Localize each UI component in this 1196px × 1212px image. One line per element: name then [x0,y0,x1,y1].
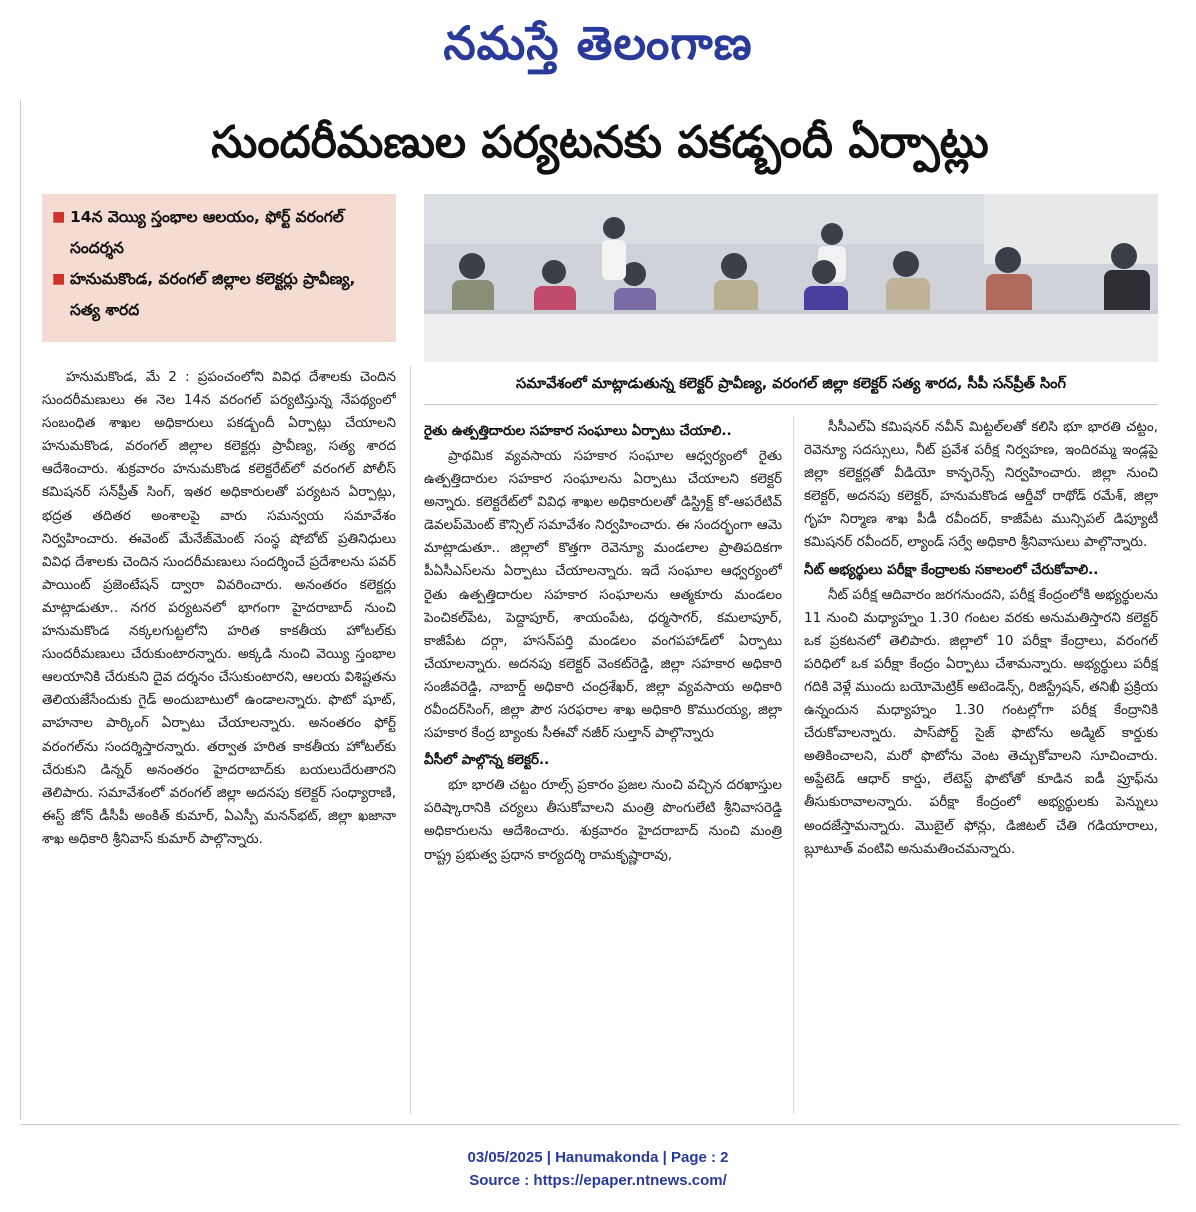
article-paragraph: హనుమకొండ, మే 2 : ప్రపంచంలోని వివిధ దేశాలకు చెందిన సుందరీమణులు ఈ నెల 14న వరంగల్ పర్యటిస్తున్న నేపథ్యంలో సంబంధిత శాఖల అధికారులు పకడ్బందీ ఏర్పాట్లు చేయాలని హనుమకొండ, వరంగల్ జిల్లాల కలెక్టర్లు ప్రావీణ్య, సత్య శారద ఆదేశించారు. శుక్రవారం హనుమకొండ కలెక్టరేట్‌లో వరంగల్ పోలీస్ కమిషనర్ సన్‌ప్రీత్ సింగ్, ఇతర అధికారులతో పర్యటన ఏర్పాట్లు, భద్రత తదితర అంశాలపై వారు సమన్వయ సమావేశం నిర్వహించారు. ఈవెంట్ మేనేజ్‌మెంట్ సంస్థ షోబోట్ ప్రతినిధులు వివిధ దేశాలకు చెందిన సుందరీమణులు సందర్శించే ప్రదేశాలను పవర్ పాయింట్ ప్రజెంటేషన్ ద్వారా వివరించారు. అనంతరం కలెక్టర్లు మాట్లాడుతూ.. నగర పర్యటనలో భాగంగా హైదరాబాద్ నుంచి హనుమకొండ నక్కలగుట్టలోని హరిత కాకతీయ హోటల్‌కు సుందరీమణులు చేరుకుంటారన్నారు. అక్కడి నుంచి వెయ్యి స్తంభాల ఆలయానికి చేరుకుని దైవ దర్శనం చేసుకుంటారని, ఆలయ విశిష్టతను తెలియజేసేందుకు గైడ్ అందుబాటులో ఉండాలన్నారు. ఫొటో షూట్, వాహనాల పార్కింగ్ ఏర్పాటు చేయాలన్నారు. అనంతరం ఫోర్ట్ వరంగల్‌ను సందర్శిస్తారన్నారు. తర్వాత హరిత కాకతీయ హోటల్‌కు చేరుకుని డిన్నర్ అనంతరం హైదరాబాద్‌కు బయలుదేరుతారని తెలిపారు. సమావేశంలో వరంగల్ జిల్లా అదనపు కలెక్టర్ సంధ్యారాణి, ఈస్ట్ జోన్ డీసీపీ అంకిత్ కుమార్, ఏఎస్పీ మనన్‌భట్, జిల్లా ఖజానా శాఖ అధికారి శ్రీనివాస్ కుమార్ పాల్గొన్నారు. [42,369,396,847]
left-border-rule [20,100,21,1120]
highlight-item [52,264,386,326]
bottom-rule [20,1124,1180,1125]
article-paragraph: నీట్ పరీక్ష ఆదివారం జరగనుందని, పరీక్ష కేంద్రంలోకి అభ్యర్థులను 11 నుంచి మధ్యాహ్నం 1.30 గంటల వరకు అనుమతిస్తారని కలెక్టర్ ఒక ప్రకటనలో తెలిపారు. జిల్లాలో 10 పరీక్షా కేంద్రాలు, వరంగల్ పరిధిలో ఒక పరీక్షా కేంద్రం ఏర్పాటు చేశామన్నారు. అభ్యర్థులు పరీక్ష గదికి వెళ్లే ముందు బయోమెట్రిక్ అటెండెన్స్, రిజిస్ట్రేషన్, తనిఖీ ప్రక్రియ ఉన్నందున మధ్యాహ్నం 1.30 గంటల్లోగా పరీక్ష కేంద్రానికి చేరుకోవాలన్నారు. పాస్‌పోర్ట్ సైజ్ ఫొటోను అడ్మిట్ కార్డుకు అతికించాలని, మరో ఫొటోను వెంట తెచ్చుకోవాలని సూచించారు. అప్డేటెడ్ ఆధార్ కార్డు, లేటెస్ట్ ఫొటోతో కూడిన ఐడీ ప్రూఫ్‌ను తీసుకురావాలన్నారు. పరీక్షా కేంద్రంలో అభ్యర్థులకు పెన్నులు అందజేస్తామన్నారు. మొబైల్ ఫోన్లు, డిజిటల్ చేతి గడియారాలు, బ్లూటూత్ వంటివి అనుమతించమన్నారు. [804,586,1158,857]
page-footer [0,1146,1196,1196]
bullet-icon: ■ [52,271,66,287]
subheading: రైతు ఉత్పత్తిదారుల సహకార సంఘాలు ఏర్పాటు చేయాలి.. [424,423,732,439]
highlight-text: హనుమకొండ, వరంగల్ జిల్లాల కలెక్టర్లు ప్రావీణ్య, సత్య శారద [70,270,356,319]
photo-caption: సమావేశంలో మాట్లాడుతున్న కలెక్టర్ ప్రావీణ్య, వరంగల్ జిల్లా కలెక్టర్ సత్య శారద, సీపీ సన్‌ప్రీత్ సింగ్ [424,364,1158,405]
highlight-item [52,202,386,264]
article-column-3 [804,416,1158,1114]
article-column-1 [42,366,396,1114]
bullet-icon: ■ [52,209,66,225]
footer-date-edition: 03/05/2025 | Hanumakonda | Page : 2 [467,1149,729,1166]
meeting-photo [424,194,1158,362]
article-paragraph: భూ భారతి చట్టం రూల్స్ ప్రకారం ప్రజల నుంచి వచ్చిన దరఖాస్తుల పరిష్కారానికి చర్యలు తీసుకోవాలని మంత్రి పొంగులేటి శ్రీనివాసరెడ్డి అధికారులను ఆదేశించారు. శుక్రవారం హైదరాబాద్ నుంచి మంత్రి రాష్ట్ర ప్రభుత్వ ప్రధాన కార్యదర్శి రామకృష్ణారావు, [424,777,782,863]
column-divider [793,416,794,1114]
subheading: నీట్ అభ్యర్థులు పరీక్షా కేంద్రాలకు సకాలంలో చేరుకోవాలి.. [804,561,1099,578]
footer-source: Source : https://epaper.ntnews.com/ [469,1172,727,1189]
article-headline: సుందరీమణుల పర్యటనకు పకడ్బందీ ఏర్పాట్లు [211,117,989,168]
column-divider [410,366,411,1114]
highlight-text: 14న వెయ్యి స్తంభాల ఆలయం, ఫోర్ట్ వరంగల్ సందర్శన [70,208,344,257]
article-paragraph: ప్రాథమిక వ్యవసాయ సహకార సంఘాల ఆధ్వర్యంలో రైతు ఉత్పత్తిదారుల సహకార సంఘాలను ఏర్పాటు చేయాలని కలెక్టర్ అన్నారు. కలెక్టరేట్‌లో వివిధ శాఖల అధికారులతో డిస్ట్రిక్ట్ కో-ఆపరేటివ్ డెవలప్‌మెంట్ కౌన్సిల్ సమావేశం నిర్వహించారు. ఈ సందర్భంగా ఆమె మాట్లాడుతూ.. జిల్లాలో కొత్తగా రెవెన్యూ మండలాల ప్రాతిపదికగా పీఏసీఎస్‌లను ఏర్పాటు చేయాలన్నారు. ఇదే సంఘాల ఆధ్వర్యంలో రైతు ఉత్పత్తిదారుల సహకార సంఘాలను ఆత్మకూరు మండలం పెంచికల్‌పేట, పెద్దాపూర్, శాయంపేట, ధర్మసాగర్, కమలాపూర్, కాజీపేట దర్గా, హసన్‌పర్తి మండలం వంగపహాడ్‌లో ఏర్పాటు చేయాలన్నారు. అదనపు కలెక్టర్ వెంకట్‌రెడ్డి, జిల్లా సహకార అధికారి సంజీవరెడ్డి, నాబార్డ్ అధికారి చంద్రశేఖర్, జిల్లా వ్యవసాయ అధికారి రవీందర్‌సింగ్, జిల్లా పౌర సరఫరాల శాఖ అధికారి కొమురయ్య, జిల్లా సహకార కేంద్ర బ్యాంకు సీఈవో నజీర్ సుల్తాన్ పాల్గొన్నారు [424,448,782,742]
meeting-photo-illustration [424,194,1158,362]
article-column-2 [424,416,782,1114]
subheading: వీసీలో పాల్గొన్న కలెక్టర్.. [424,752,550,769]
highlights-box [42,194,396,342]
masthead-logo: నమస్తే తెలంగాణ [443,16,753,70]
article-paragraph: సీసీఎల్ఏ కమిషనర్ నవీన్ మిట్టల్‌లతో కలిసి భూ భారతి చట్టం, రెవెన్యూ సదస్సులు, నీట్ ప్రవేశ పరీక్ష నిర్వహణ, ఇందిరమ్మ ఇండ్లపై జిల్లా కలెక్టర్లతో వీడియో కాన్ఫరెన్స్ నిర్వహించారు. జిల్లా నుంచి కలెక్టర్, అదనపు కలెక్టర్, హనుమకొండ ఆర్డీవో రాథోడ్ రమేశ్, జిల్లా గృహ నిర్మాణ శాఖ పీడీ రవీందర్, కాజీపేట మున్సిపల్ డిప్యూటీ కమిషనర్ రవీందర్, ల్యాండ్ సర్వే అధికారి శ్రీనివాసులు పాల్గొన్నారు. [804,419,1158,551]
